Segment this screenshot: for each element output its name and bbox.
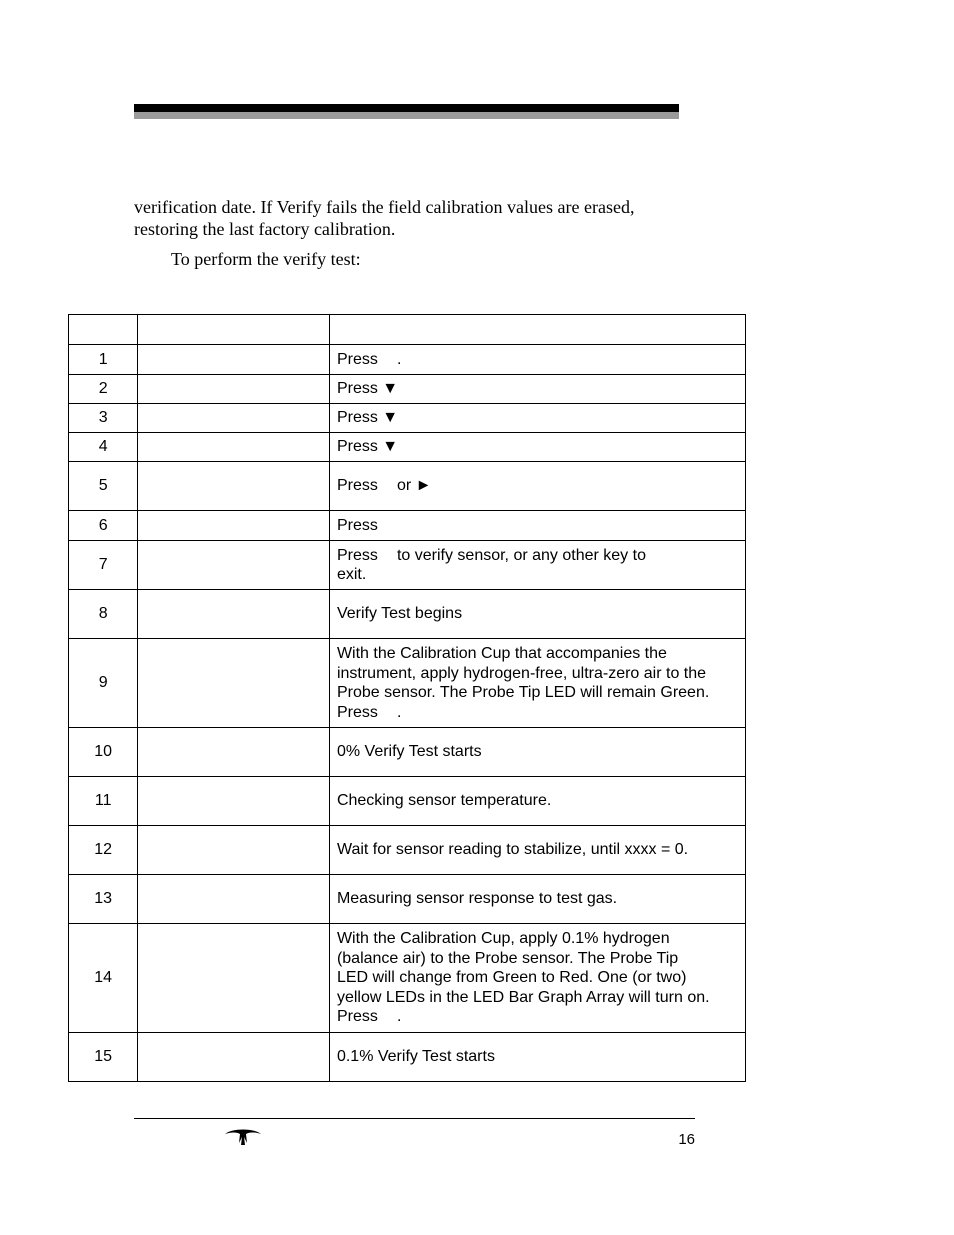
step-number: 13 — [69, 875, 138, 924]
table-row — [69, 924, 746, 1033]
header-cell-action — [329, 315, 745, 345]
action-text: Press — [336, 546, 378, 564]
display-cell — [138, 345, 330, 375]
display-cell — [138, 404, 330, 433]
action-text: Press — [336, 477, 378, 495]
display-cell — [138, 375, 330, 404]
paragraph-line: restoring the last factory calibration. — [134, 219, 396, 239]
step-number: 12 — [69, 826, 138, 875]
action-cell — [329, 345, 745, 375]
step-number: 5 — [69, 462, 138, 511]
step-number: 4 — [69, 433, 138, 462]
display-cell — [138, 924, 330, 1033]
teledyne-logo-icon — [224, 1128, 262, 1146]
table-row — [69, 541, 746, 590]
table-row — [69, 462, 746, 511]
step-number: 15 — [69, 1033, 138, 1082]
action-line: LED will change from Green to Red. One (or two) — [336, 969, 687, 987]
step-number: 9 — [69, 639, 138, 728]
action-text: Measuring sensor response to test gas. — [329, 875, 745, 924]
display-cell — [138, 826, 330, 875]
action-cell — [329, 541, 745, 590]
table-row — [69, 639, 746, 728]
header-cell-step — [69, 315, 138, 345]
action-text: Press ▼ — [329, 375, 745, 404]
action-cell — [329, 639, 745, 728]
display-cell — [138, 1033, 330, 1082]
page-number: 16 — [678, 1131, 695, 1148]
action-text: Press — [336, 703, 378, 721]
table-row — [69, 777, 746, 826]
display-cell — [138, 462, 330, 511]
step-number: 1 — [69, 345, 138, 375]
action-text: . — [396, 703, 402, 721]
display-cell — [138, 433, 330, 462]
display-cell — [138, 590, 330, 639]
action-text: 0% Verify Test starts — [329, 728, 745, 777]
paragraph-line: verification date. If Verify fails the field calibration values are erased, — [134, 197, 635, 217]
action-text: Press — [336, 1008, 378, 1026]
action-text: Press ▼ — [329, 404, 745, 433]
action-line: instrument, apply hydrogen-free, ultra-zero air to the — [336, 664, 707, 682]
table-row — [69, 826, 746, 875]
header-rule-gray — [134, 112, 679, 119]
action-text: Press — [329, 511, 745, 541]
action-text: Press — [336, 350, 378, 368]
body-paragraph — [134, 196, 694, 240]
verify-steps-table — [68, 314, 746, 1082]
table-row — [69, 590, 746, 639]
action-line: Probe sensor. The Probe Tip LED will remain Green. — [336, 684, 710, 701]
display-cell — [138, 639, 330, 728]
display-cell — [138, 728, 330, 777]
table-row — [69, 511, 746, 541]
display-cell — [138, 511, 330, 541]
action-cell — [329, 924, 745, 1033]
table-header-row — [69, 315, 746, 345]
action-cell — [329, 462, 745, 511]
table-row — [69, 375, 746, 404]
step-number: 8 — [69, 590, 138, 639]
action-text: Checking sensor temperature. — [329, 777, 745, 826]
step-number: 2 — [69, 375, 138, 404]
step-number: 14 — [69, 924, 138, 1033]
action-text: 0.1% Verify Test starts — [329, 1033, 745, 1082]
display-cell — [138, 875, 330, 924]
action-line — [337, 1007, 745, 1027]
step-number: 6 — [69, 511, 138, 541]
footer-rule — [134, 1118, 695, 1119]
action-text: or ► — [396, 477, 432, 495]
header-cell-display — [138, 315, 330, 345]
action-line: With the Calibration Cup that accompanies the — [336, 645, 667, 662]
table-row — [69, 404, 746, 433]
table-row — [69, 728, 746, 777]
step-number: 7 — [69, 541, 138, 590]
display-cell — [138, 777, 330, 826]
step-number: 10 — [69, 728, 138, 777]
step-number: 3 — [69, 404, 138, 433]
table-row — [69, 433, 746, 462]
action-text: Verify Test begins — [329, 590, 745, 639]
action-text: . — [396, 350, 402, 368]
action-line: yellow LEDs in the LED Bar Graph Array will turn on. — [336, 988, 710, 1006]
table-row — [69, 875, 746, 924]
table-row — [69, 345, 746, 375]
display-cell — [138, 541, 330, 590]
action-line — [337, 703, 745, 723]
action-text: . — [396, 1008, 402, 1026]
header-rule-black — [134, 104, 679, 112]
action-line: With the Calibration Cup, apply 0.1% hydrogen — [336, 930, 670, 948]
action-text: to verify sensor, or any other key to — [396, 546, 646, 564]
step-number: 11 — [69, 777, 138, 826]
table-row — [69, 1033, 746, 1082]
action-line — [337, 546, 745, 566]
action-text: Wait for sensor reading to stabilize, until xxxx = 0. — [329, 826, 745, 875]
intro-text: To perform the verify test: — [171, 249, 361, 269]
action-text: Press ▼ — [329, 433, 745, 462]
action-line: (balance air) to the Probe sensor. The Probe Tip — [336, 949, 679, 967]
action-line: exit. — [336, 566, 367, 583]
